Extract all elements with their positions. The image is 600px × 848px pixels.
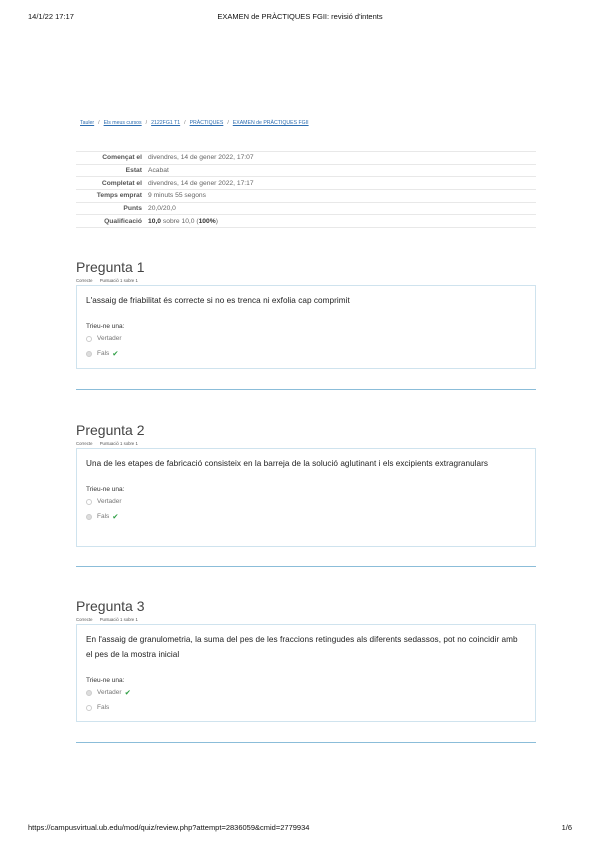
summary-label: Qualificació <box>104 217 142 225</box>
answer-prompt: Trieu-ne una: <box>86 323 125 330</box>
answer-label: Fals <box>97 350 110 357</box>
page-counter: 1/6 <box>561 823 572 832</box>
summary-label: Estat <box>125 167 142 175</box>
radio-button[interactable] <box>86 514 92 520</box>
grade-close: ) <box>215 217 218 225</box>
summary-row-state <box>76 164 536 177</box>
print-footer <box>28 823 572 835</box>
print-header <box>28 12 572 24</box>
summary-row-marks <box>76 202 536 215</box>
answer-option-vertader[interactable] <box>86 497 526 506</box>
check-icon: ✔ <box>112 512 119 521</box>
question-mark: Puntuació 1 sobre 1 <box>99 441 138 446</box>
answer-label: Vertader <box>97 335 122 342</box>
question-2 <box>76 422 536 547</box>
summary-value-grade <box>148 215 536 228</box>
question-content <box>76 448 536 547</box>
radio-button[interactable] <box>86 705 92 711</box>
radio-button[interactable] <box>86 499 92 505</box>
grade-score: 10,0 <box>148 217 162 225</box>
answer-option-vertader[interactable] <box>86 688 526 697</box>
answer-label: Vertader <box>97 689 122 696</box>
summary-row-time-taken <box>76 190 536 203</box>
breadcrumb-link-course[interactable]: 2122FG1 T1 <box>151 120 181 126</box>
attempt-summary-table <box>76 151 536 228</box>
summary-value: 9 minuts 55 segons <box>148 192 206 200</box>
question-title: Pregunta 3 <box>76 598 145 614</box>
check-icon: ✔ <box>124 688 131 697</box>
summary-row-completed <box>76 177 536 190</box>
summary-value: 20,0/20,0 <box>148 205 176 213</box>
print-date: 14/1/22 17:17 <box>28 12 74 21</box>
radio-button[interactable] <box>86 336 92 342</box>
summary-row-started <box>76 152 536 165</box>
answer-label: Vertader <box>97 498 122 505</box>
answer-label: Fals <box>97 513 110 520</box>
radio-button[interactable] <box>86 351 92 357</box>
question-info <box>76 278 536 284</box>
question-info <box>76 441 536 447</box>
answer-option-fals[interactable] <box>86 349 526 358</box>
breadcrumb-link-tauler[interactable]: Tauler <box>80 120 95 126</box>
question-divider <box>76 389 536 390</box>
breadcrumb-link-my-courses[interactable]: Els meus cursos <box>103 120 142 126</box>
print-title: EXAMEN de PRÀCTIQUES FGII: revisió d'intents <box>217 12 383 21</box>
grade-text: sobre 10,0 ( <box>162 217 199 225</box>
answer-option-vertader[interactable] <box>86 334 526 343</box>
print-url: https://campusvirtual.ub.edu/mod/quiz/review.php?attempt=2836059&cmid=2779934 <box>28 823 310 832</box>
question-divider <box>76 742 536 743</box>
answer-prompt: Trieu-ne una: <box>86 677 125 684</box>
summary-value: divendres, 14 de gener 2022, 17:17 <box>148 179 254 187</box>
question-title: Pregunta 1 <box>76 259 145 275</box>
question-state: Correcte <box>76 278 93 283</box>
question-1 <box>76 259 536 369</box>
question-mark: Puntuació 1 sobre 1 <box>99 278 138 283</box>
question-content <box>76 624 536 722</box>
breadcrumb-link-practiques[interactable]: PRÀCTIQUES <box>189 120 224 126</box>
question-state: Correcte <box>76 617 93 622</box>
answer-label: Fals <box>97 704 110 711</box>
question-content <box>76 285 536 369</box>
summary-value: Acabat <box>148 167 169 175</box>
question-title: Pregunta 2 <box>76 422 145 438</box>
question-text: L'assaig de friabilitat és correcte si no es trenca ni exfolia cap comprimit <box>86 296 350 305</box>
breadcrumb: Tauler / Els meus cursos / 2122FG1 T1 / PRÀCTIQUES / EXAMEN de PRÀCTIQUES FGII <box>80 120 309 126</box>
check-icon: ✔ <box>112 349 119 358</box>
summary-label: Completat el <box>101 179 142 187</box>
question-3 <box>76 598 536 722</box>
summary-value: divendres, 14 de gener 2022, 17:07 <box>148 154 254 162</box>
question-divider <box>76 566 536 567</box>
summary-row-grade <box>76 215 536 228</box>
question-state: Correcte <box>76 441 93 446</box>
answer-option-fals[interactable] <box>86 703 526 712</box>
radio-button[interactable] <box>86 690 92 696</box>
breadcrumb-link-exam[interactable]: EXAMEN de PRÀCTIQUES FGII <box>232 120 309 126</box>
question-info <box>76 617 536 623</box>
question-text: Una de les etapes de fabricació consisteix en la barreja de la solució aglutinant i els excipients extragranulars <box>86 459 489 468</box>
grade-percent: 100% <box>198 217 216 225</box>
summary-label: Temps emprat <box>96 192 142 200</box>
question-mark: Puntuació 1 sobre 1 <box>99 617 138 622</box>
answer-prompt: Trieu-ne una: <box>86 486 125 493</box>
summary-label: Punts <box>123 205 142 213</box>
answer-option-fals[interactable] <box>86 512 526 521</box>
question-text: En l'assaig de granulometria, la suma del pes de les fraccions retingudes als diferents sedassos, pot no coincidir amb el pes de la mostra inicial <box>86 635 518 659</box>
summary-label: Començat el <box>102 154 142 162</box>
